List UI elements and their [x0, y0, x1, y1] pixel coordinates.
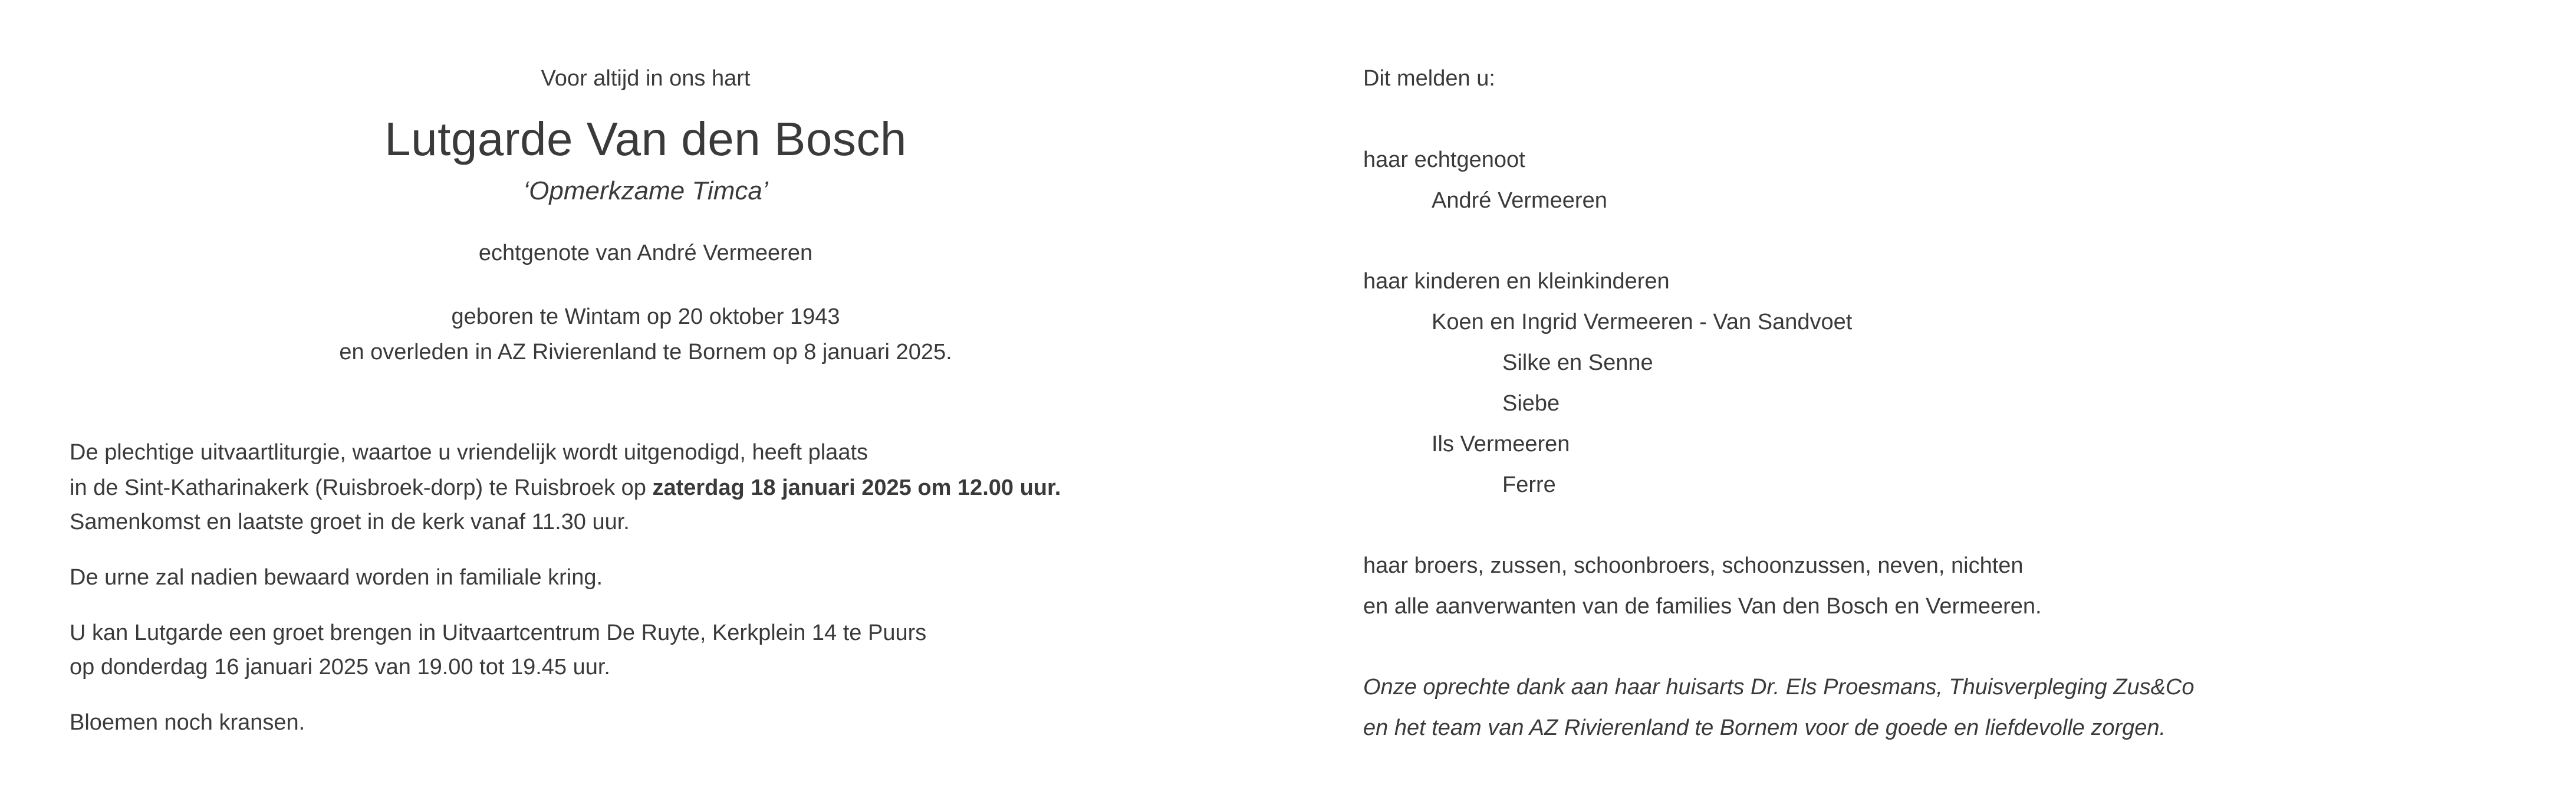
thanks-line-2: en het team van AZ Rivierenland te Bornem voor de goede en liefdevolle zorgen.: [1363, 715, 2166, 740]
deceased-name: Lutgarde Van den Bosch: [384, 113, 907, 165]
spouse-line: echtgenote van André Vermeeren: [478, 241, 813, 265]
children-label: haar kinderen en kleinkinderen: [1363, 269, 1670, 294]
funeral-datetime: zaterdag 18 januari 2025 om 12.00 uur.: [652, 475, 1061, 500]
grandchild-3: Ferre: [1502, 472, 1556, 497]
funeral-line-2: [70, 477, 1061, 499]
husband-label: haar echtgenoot: [1363, 147, 1525, 172]
header-text: Voor altijd in ons hart: [541, 66, 751, 91]
child-1: Koen en Ingrid Vermeeren - Van Sandvoet: [1432, 310, 1853, 334]
grandchild-1: Silke en Senne: [1502, 350, 1653, 375]
nickname: ‘Opmerkzame Timca’: [523, 176, 768, 205]
relatives-line-1: haar broers, zussen, schoonbroers, schoonzussen, neven, nichten: [1363, 553, 2024, 578]
funeral-line-1: De plechtige uitvaartliturgie, waartoe u vriendelijk wordt uitgenodigd, heeft plaats: [70, 440, 868, 465]
funeral-line-3: Samenkomst en laatste groet in de kerk vanaf 11.30 uur.: [70, 510, 630, 534]
thanks-line-1: Onze oprechte dank aan haar huisarts Dr. Els Proesmans, Thuisverpleging Zus&Co: [1363, 675, 2195, 700]
intro-line: Dit melden u:: [1363, 66, 1495, 91]
urn-line: De urne zal nadien bewaard worden in familiale kring.: [70, 565, 603, 590]
funeral-location: in de Sint-Katharinakerk (Ruisbroek-dorp) te Ruisbroek op: [70, 475, 653, 500]
grandchild-2: Siebe: [1502, 391, 1560, 416]
visit-line-1: U kan Lutgarde een groet brengen in Uitvaartcentrum De Ruyte, Kerkplein 14 te Puurs: [70, 621, 927, 645]
visit-line-2: op donderdag 16 januari 2025 van 19.00 tot 19.45 uur.: [70, 655, 610, 679]
relatives-line-2: en alle aanverwanten van de families Van den Bosch en Vermeeren.: [1363, 594, 2042, 619]
birth-line: geboren te Wintam op 20 oktober 1943: [451, 304, 840, 329]
death-line: en overleden in AZ Rivierenland te Bornem op 8 januari 2025.: [339, 340, 952, 365]
child-2: Ils Vermeeren: [1432, 432, 1570, 457]
husband-name: André Vermeeren: [1432, 188, 1607, 213]
flowers-line: Bloemen noch kransen.: [70, 710, 305, 735]
